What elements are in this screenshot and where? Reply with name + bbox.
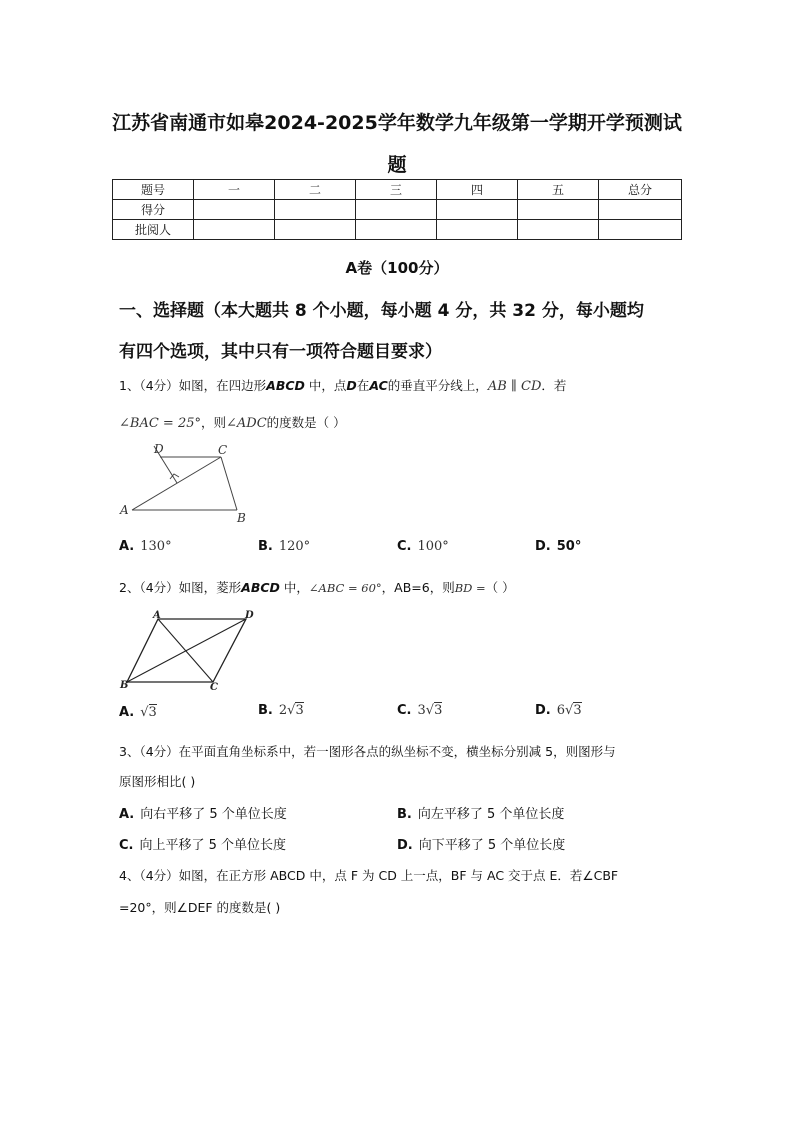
score-table xyxy=(112,179,682,240)
label-b: B xyxy=(120,680,129,691)
q2-option-d[interactable] xyxy=(535,703,582,718)
q1-angle-adc: ∠ADC xyxy=(226,416,267,431)
question-4-text-line2: =20°，则∠DEF 的度数是( ) xyxy=(119,900,281,915)
q3-option-d[interactable] xyxy=(397,834,565,853)
table-cell xyxy=(275,220,356,240)
q2-bd-expr: BD = xyxy=(454,581,486,595)
option-letter: D. xyxy=(535,703,551,718)
option-letter: B. xyxy=(397,807,412,822)
option-coef: 3 xyxy=(417,703,426,718)
option-coef: 2 xyxy=(278,703,288,718)
diagonal-bd xyxy=(127,619,246,682)
q1-option-d[interactable] xyxy=(535,539,587,554)
table-cell xyxy=(437,220,518,240)
q2-prefix: 2、（4分）如图，菱形 xyxy=(119,580,242,595)
page-title-continued: 题 xyxy=(387,154,407,176)
option-radical: 3 xyxy=(148,705,157,720)
table-row xyxy=(113,220,682,240)
label-d: D xyxy=(245,610,254,621)
option-text: 50° xyxy=(556,539,582,554)
q1-option-b[interactable] xyxy=(258,539,310,554)
table-header-cell: 题号 xyxy=(113,180,194,200)
q1-mid1: 中，点 xyxy=(304,378,347,393)
question-2-text xyxy=(119,578,515,596)
q2-mid2: ，AB=6，则 xyxy=(381,580,455,595)
q1-mid2: 在 xyxy=(356,378,370,393)
option-text: 向上平移了 5 个单位长度 xyxy=(139,838,287,853)
segment-cb xyxy=(221,457,237,510)
option-letter: A. xyxy=(119,705,135,720)
q1-ac: AC xyxy=(369,378,388,393)
option-letter: A. xyxy=(119,807,135,822)
table-cell xyxy=(437,200,518,220)
question-1-text xyxy=(119,376,566,394)
table-header-cell: 总分 xyxy=(599,180,682,200)
score-table-header xyxy=(113,180,682,200)
option-radical: 3 xyxy=(295,703,304,718)
label-b: B xyxy=(237,511,246,524)
table-row xyxy=(113,200,682,220)
option-text: 120° xyxy=(278,539,311,554)
option-text: 130° xyxy=(140,539,172,554)
q1-mid3: 的垂直平分线上， xyxy=(387,378,488,393)
table-cell xyxy=(518,220,599,240)
label-c: C xyxy=(218,443,228,457)
table-cell xyxy=(356,220,437,240)
q1-angle-expr: ∠BAC = 25° xyxy=(119,416,201,431)
q3-option-b[interactable] xyxy=(397,803,564,822)
part-heading: 一、选择题（本大题共 8 个小题，每小题 4 分，共 32 分，每小题均 xyxy=(119,301,644,321)
q1-option-a[interactable] xyxy=(119,539,172,554)
table-header-cell: 二 xyxy=(275,180,356,200)
table-cell xyxy=(599,200,682,220)
option-letter: C. xyxy=(119,838,134,853)
table-cell xyxy=(599,220,682,240)
option-letter: D. xyxy=(535,539,551,554)
table-header-cell: 三 xyxy=(356,180,437,200)
q1-end2: 的度数是（ ） xyxy=(266,415,346,430)
option-letter: B. xyxy=(258,539,273,554)
sqrt-icon: √ xyxy=(287,703,296,718)
table-header-cell: 四 xyxy=(437,180,518,200)
option-letter: B. xyxy=(258,703,273,718)
q2-mid1: 中， xyxy=(279,580,309,595)
q2-end: （ ） xyxy=(485,580,515,595)
q2-option-c[interactable] xyxy=(397,703,442,718)
sqrt-icon: √ xyxy=(425,703,435,718)
segment-ac xyxy=(132,457,221,510)
option-text: 100° xyxy=(417,539,449,554)
option-radical: 3 xyxy=(434,703,443,718)
table-cell xyxy=(194,220,275,240)
q1-prefix: 1、（4分）如图，在四边形 xyxy=(119,378,267,393)
label-a: A xyxy=(120,503,129,517)
table-cell xyxy=(275,200,356,220)
option-text: 向左平移了 5 个单位长度 xyxy=(417,807,565,822)
table-cell xyxy=(518,200,599,220)
q3-option-a[interactable] xyxy=(119,803,287,822)
option-radical: 3 xyxy=(573,703,582,718)
q1-end1: ．若 xyxy=(541,378,567,393)
option-text: 向下平移了 5 个单位长度 xyxy=(418,838,566,853)
question-2-figure xyxy=(118,610,258,692)
q1-parallel-expr: AB ∥ CD xyxy=(487,379,542,394)
sqrt-icon: √ xyxy=(565,703,574,718)
table-cell xyxy=(194,200,275,220)
option-letter: C. xyxy=(397,539,412,554)
q1-abcd: ABCD xyxy=(266,378,305,393)
question-3-text: 3、（4分）在平面直角坐标系中，若一图形各点的纵坐标不变，横坐标分别减 5，则图形与 xyxy=(119,744,616,759)
question-1-figure xyxy=(118,442,258,524)
question-3-text-line2: 原图形相比( ) xyxy=(119,774,196,789)
option-coef: 6 xyxy=(556,703,566,718)
q1-mid4: ，则 xyxy=(200,415,226,430)
sqrt-icon: √ xyxy=(140,705,149,720)
q1-point-d: D xyxy=(346,378,357,393)
label-c: C xyxy=(210,682,218,692)
q3-option-c[interactable] xyxy=(119,834,286,853)
table-row-label: 批阅人 xyxy=(113,220,194,240)
q2-angle-expr: ∠ABC = 60° xyxy=(308,581,382,595)
q1-option-c[interactable] xyxy=(397,539,449,554)
question-4-text: 4、（4分）如图，在正方形 ABCD 中，点 F 为 CD 上一点，BF 与 AC 交于点 E．若∠CBF xyxy=(119,868,619,883)
table-cell xyxy=(356,200,437,220)
q2-option-b[interactable] xyxy=(258,703,304,718)
page-title: 江苏省南通市如皋2024-2025学年数学九年级第一学期开学预测试 xyxy=(112,112,682,134)
option-letter: A. xyxy=(119,539,135,554)
q2-abcd: ABCD xyxy=(241,580,280,595)
table-header-cell: 一 xyxy=(194,180,275,200)
table-row-label: 得分 xyxy=(113,200,194,220)
table-header-cell: 五 xyxy=(518,180,599,200)
question-1-text-line2 xyxy=(119,413,346,431)
part-heading-continued: 有四个选项，其中只有一项符合题目要求） xyxy=(119,342,442,362)
option-letter: D. xyxy=(397,838,413,853)
section-label: A卷（100分） xyxy=(345,259,449,277)
q2-option-a[interactable] xyxy=(119,705,157,720)
label-a: A xyxy=(153,610,161,621)
label-d: D xyxy=(154,442,164,456)
option-letter: C. xyxy=(397,703,412,718)
option-text: 向右平移了 5 个单位长度 xyxy=(140,807,287,822)
